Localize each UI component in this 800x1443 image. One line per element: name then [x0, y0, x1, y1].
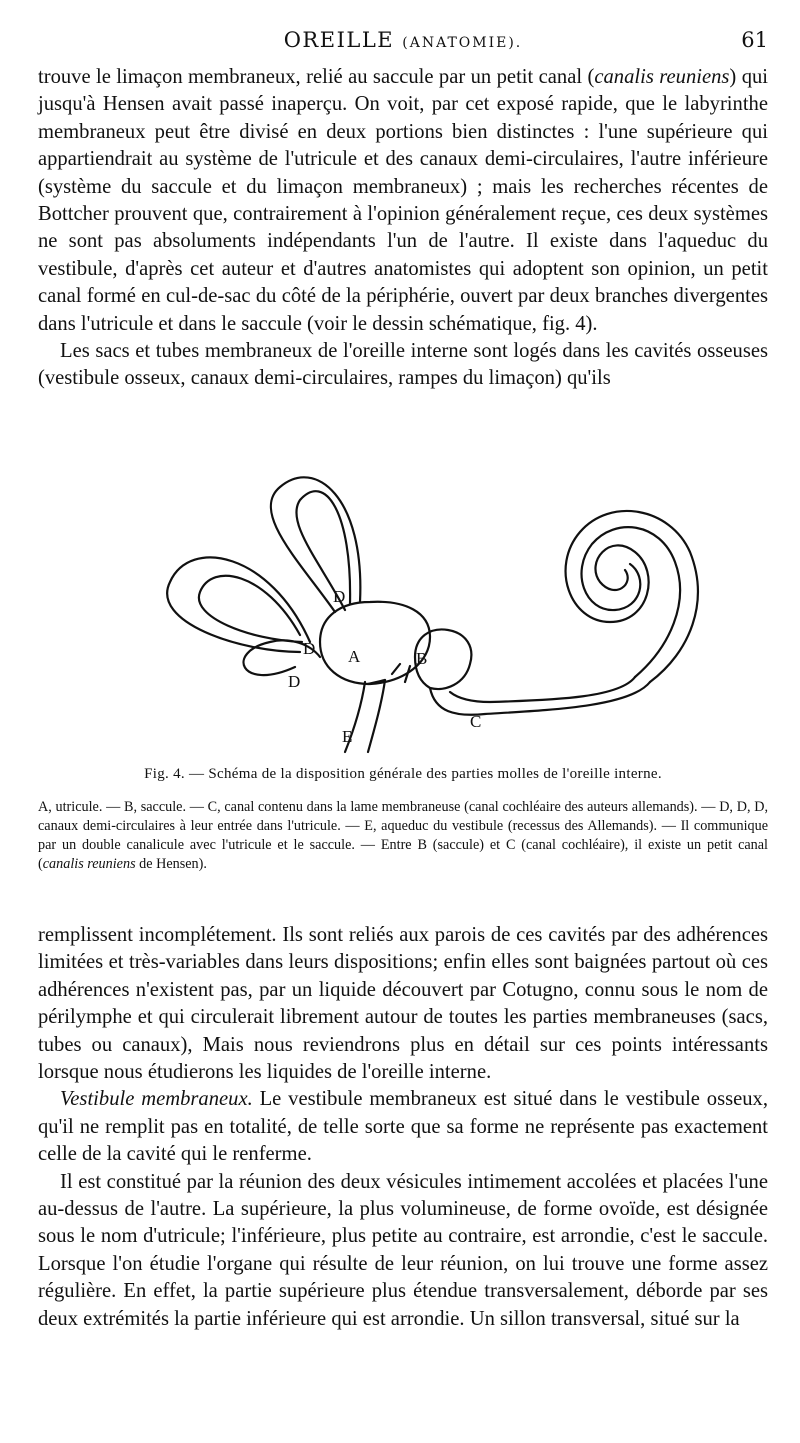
paragraph: Il est constitué par la réunion des deux vésicules intimement accolées et placées l'une au-dessus de l'autre. La supérieure, la plus volumineuse, de forme ovoïde, est désignée sous le nom d'utricule; l'inférieure, plus petite au contraire, est arrondie, c'est le saccule. Lorsque l'on étudie l'organe qui résulte de leur réunion, on lui trouve une forme assez régulière. En effet, la partie supérieure plus étendue transversalement, déborde par ses deux extrémités la partie inférieure qui est arrondie. Un sillon transversal, situé sur la — [38, 1170, 768, 1330]
paragraph: Les sacs et tubes membraneux de l'oreille interne sont logés dans les cavités osseuses (vestibule osseux, canaux demi-circulaires, rampes du limaçon) qu'ils — [38, 340, 768, 390]
label-d-middle: D — [303, 639, 316, 658]
italic-term: canalis reuniens — [594, 66, 730, 88]
paragraph — [38, 64, 768, 338]
utricle — [320, 602, 430, 684]
label-b: B — [416, 649, 428, 668]
running-header — [38, 28, 768, 58]
italic-term: canalis reuniens — [42, 856, 136, 872]
page-number: 61 — [741, 28, 768, 52]
running-title-subtitle: (ANATOMIE). — [402, 35, 523, 51]
figure-caption: Fig. 4. — Schéma de la disposition générale des parties molles de l'oreille interne. — [144, 766, 662, 782]
paragraph: remplissent incomplétement. Ils sont reliés aux parois de ces cavités par des adhérences limitées et très-variables dans leurs dispositions; enfin elles sont baignées partout où ces adhérences n'existent pas, par un liquide découvert par Cotugno, connu sous le nom de périlymphe et qui circulerait librement autour de toutes les parties membraneuses (sacs, tubes ou canaux), Mais nous reviendrons plus en détail sur ces points intéressants lorsque nous étudierons les liquides de l'oreille interne. — [38, 924, 768, 1084]
label-e: E — [342, 727, 353, 746]
section-heading: Vestibule membraneux. — [60, 1088, 253, 1111]
text-run: de Hensen). — [135, 856, 207, 872]
text-run: A, utricule. — B, saccule. — C, canal contenu dans la lame membraneuse (canal cochléaire des auteurs allemands). — D, D, D, canaux demi-circulaires à leur entrée dans l'utricule. — E, aqueduc du vestibule (recessus des Allemands). — Il communique par un double canalicule avec l'utricule et le saccule. — Entre B (saccule) et C (canal cochléaire), il existe un petit canal ( — [38, 799, 768, 872]
label-d-lower: D — [288, 672, 301, 691]
label-a: A — [348, 647, 361, 666]
figure-legend — [38, 798, 768, 874]
body-text-bottom — [38, 922, 768, 1333]
paragraph — [38, 1086, 768, 1168]
running-title — [38, 28, 768, 52]
body-text-top — [38, 64, 768, 393]
running-title-main: OREILLE — [283, 28, 395, 52]
text-run: trouve le limaçon membraneux, relié au saccule par un petit canal ( — [38, 66, 595, 88]
cochlea-spiral — [566, 511, 698, 682]
ear-schematic-figure — [130, 452, 730, 768]
label-c: C — [470, 712, 482, 731]
text-run: Le vestibule membraneux est situé dans le vestibule osseux, qu'il ne remplit pas en totalité, de telle sorte que sa forme ne représente pas exactement celle de la cavité qui le renferme. — [38, 1088, 768, 1166]
label-d-upper: D — [333, 587, 346, 606]
posterior-canal — [167, 557, 310, 652]
text-run: ) qui jusqu'à Hensen avait passé inaperçu. On voit, par cet exposé rapide, que le labyrinthe membraneux peut être divisé en deux portions bien distinctes : l'une supérieure qui appartiendrait au système de l'utricule et des canaux demi-circulaires, l'autre inférieure (système du saccule et du limaçon membraneux) ; mais les recherches récentes de Bottcher prouvent que, contrairement à l'opinion généralement reçue, ces deux systèmes ne sont pas absoluments indépendants l'un de l'autre. Il existe dans l'aqueduc du vestibule, d'après cet auteur et d'autres anatomistes qui adoptent son opinion, un petit canal formé en cul-de-sac du côté de la périphérie, ouvert par deux branches divergentes dans l'utricule et dans le saccule (voir le dessin schématique, fig. 4). — [38, 66, 769, 335]
